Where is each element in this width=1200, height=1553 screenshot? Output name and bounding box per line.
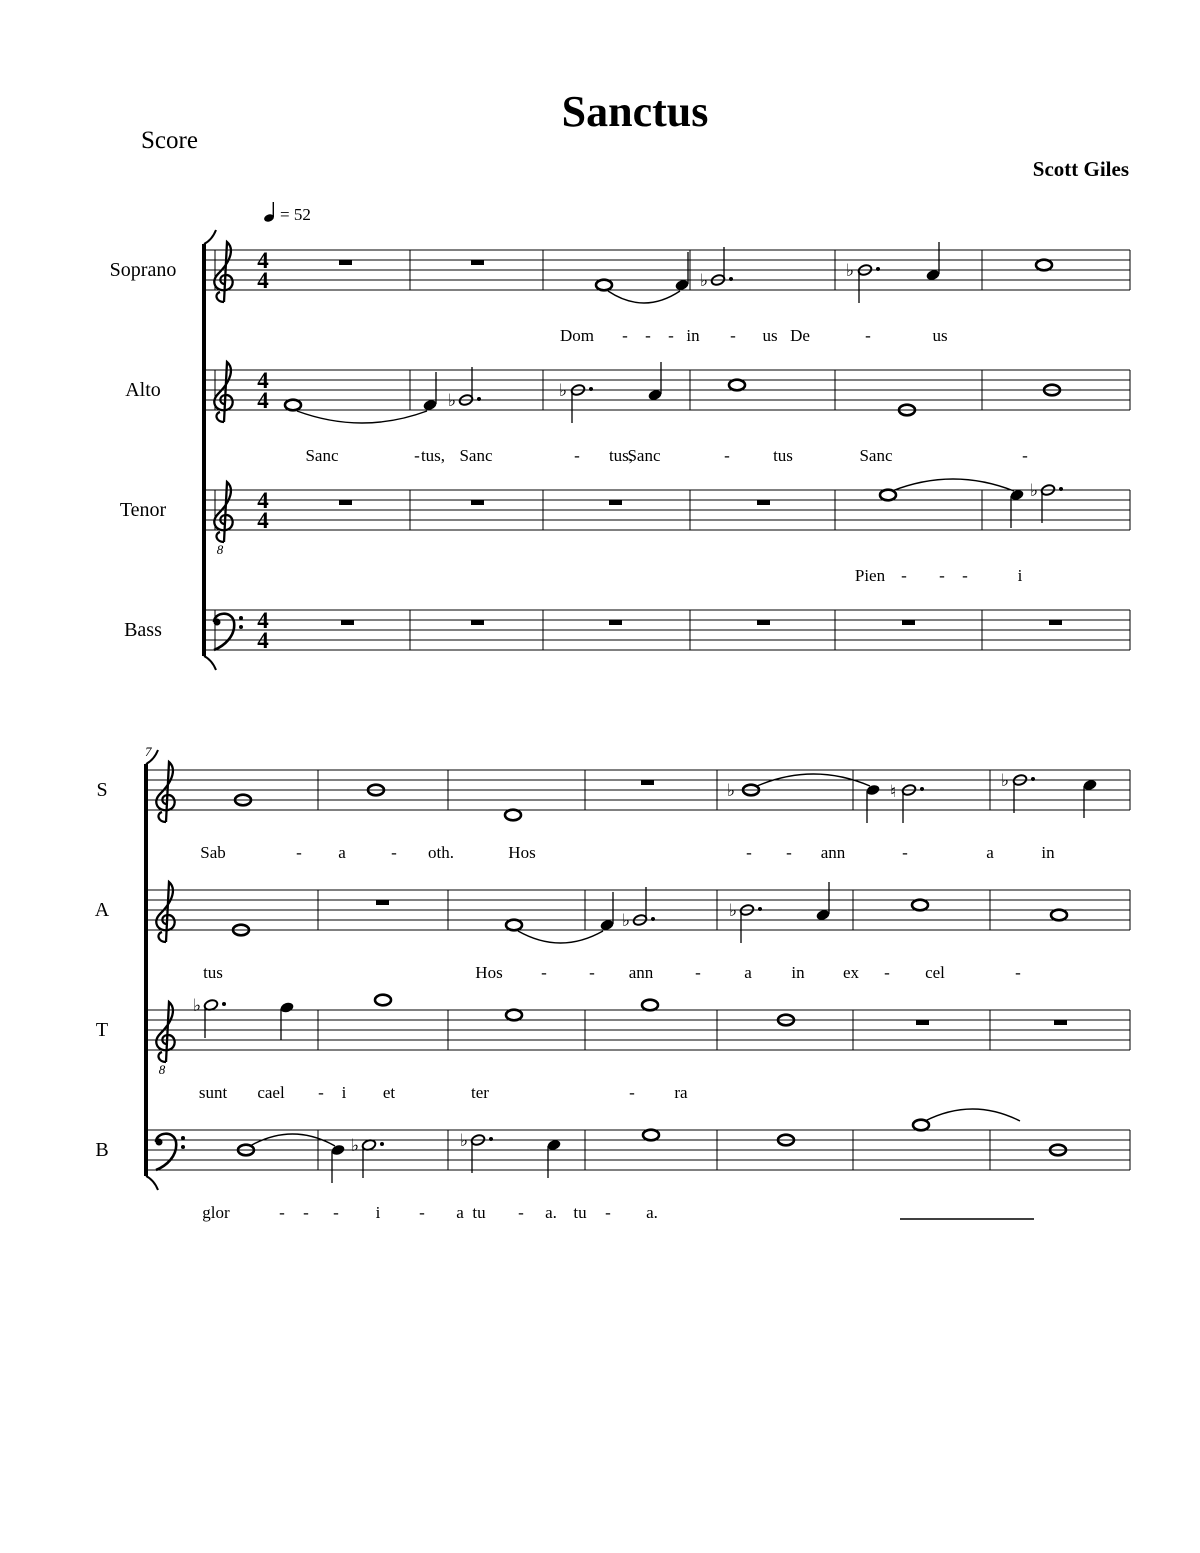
whole-rest [757, 500, 770, 505]
half-note [632, 887, 655, 926]
dot [222, 1002, 226, 1006]
time-signature-top: 4 [257, 608, 269, 633]
whole-rest [341, 620, 354, 625]
time-signature-top: 4 [257, 368, 269, 393]
dot [729, 277, 733, 281]
whole-note [375, 995, 391, 1006]
time-signature-bottom: 4 [257, 508, 269, 533]
lyric-hyphen: - [574, 446, 580, 465]
whole-note [880, 490, 896, 501]
whole-note [505, 810, 521, 821]
whole-note [1051, 910, 1067, 921]
treble-clef [214, 362, 232, 422]
flat-sign: ♭ [558, 381, 568, 400]
natural-sign: ♮ [889, 782, 897, 801]
whole-rest [376, 900, 389, 905]
time-signature-bottom: 4 [257, 268, 269, 293]
bass-clef-dot [156, 1139, 163, 1146]
octave-eight-mark: 8 [216, 542, 224, 557]
whole-rest [471, 620, 484, 625]
quarter-note [865, 784, 880, 823]
lyric-syllable: ter [471, 1083, 489, 1102]
bass-clef-dot [181, 1136, 185, 1140]
lyric-hyphen: - [902, 843, 908, 862]
tie [297, 411, 427, 423]
lyric-hyphen: - [629, 1083, 635, 1102]
half-note [470, 1134, 493, 1173]
whole-rest [902, 620, 915, 625]
lyric-syllable: ex [842, 963, 860, 982]
half-note [710, 247, 733, 286]
bass-clef [214, 614, 244, 650]
time-signature-top: 4 [257, 488, 269, 513]
lyric-syllable: Sanc [305, 446, 339, 465]
bracket-hook [146, 1176, 158, 1190]
lyric-syllable: us [932, 326, 948, 345]
lyric-syllable: sunt [198, 1083, 228, 1102]
lyric-syllable: tu [472, 1203, 486, 1222]
time-signature-top: 4 [257, 248, 269, 273]
part-name-label: Alto [125, 379, 161, 401]
dot [1059, 487, 1063, 491]
lyric-syllable: in [791, 963, 805, 982]
half-note [361, 1139, 384, 1178]
quarter-note [279, 1001, 294, 1040]
lyric-syllable: a [744, 963, 752, 982]
bass-clef-dot [181, 1145, 185, 1149]
tie [518, 931, 603, 943]
dot [876, 267, 880, 271]
whole-rest [471, 260, 484, 265]
treble-clef-icon [156, 882, 174, 942]
half-note [739, 904, 762, 943]
lyric-hyphen: - [333, 1203, 339, 1222]
lyric-syllable: et [382, 1083, 396, 1102]
lyric-syllable: a [986, 843, 994, 862]
treble-clef-icon [214, 482, 232, 542]
lyric-syllable: i [341, 1083, 347, 1102]
quarter-note [1009, 489, 1024, 528]
lyric-hyphen: - [1022, 446, 1028, 465]
half-note [203, 999, 226, 1038]
bass-clef-dot [239, 616, 243, 620]
dot [489, 1137, 493, 1141]
whole-rest [471, 500, 484, 505]
quarter-note [546, 1139, 561, 1178]
lyric-syllable: ann [628, 963, 654, 982]
time-signature-bottom: 4 [257, 388, 269, 413]
dot [477, 397, 481, 401]
whole-note [506, 920, 522, 931]
flat-sign: ♭ [192, 996, 202, 1015]
whole-rest [339, 500, 352, 505]
lyric-syllable: tus, [420, 446, 446, 465]
lyric-syllable: i [1017, 566, 1023, 585]
lyric-hyphen: - [414, 446, 420, 465]
lyric-hyphen: - [962, 566, 968, 585]
composer-name: Scott Giles [1032, 157, 1129, 181]
half-note [458, 367, 481, 406]
lyric-hyphen: - [645, 326, 651, 345]
whole-note [913, 1120, 929, 1131]
lyric-syllable: a [456, 1203, 464, 1222]
lyric-hyphen: - [695, 963, 701, 982]
lyric-hyphen: - [724, 446, 730, 465]
half-note [1012, 774, 1035, 813]
lyric-syllable: Sab [200, 843, 226, 862]
whole-note [729, 380, 745, 391]
lyric-hyphen: - [318, 1083, 324, 1102]
lyric-syllable: in [1041, 843, 1055, 862]
lyric-syllable: in [686, 326, 700, 345]
lyric-hyphen: - [605, 1203, 611, 1222]
treble-clef-icon [156, 762, 174, 822]
lyric-syllable: Sanc [627, 446, 661, 465]
whole-rest [339, 260, 352, 265]
whole-rest [1049, 620, 1062, 625]
whole-rest [609, 620, 622, 625]
time-signature-bottom: 4 [257, 628, 269, 653]
lyric-hyphen: - [589, 963, 595, 982]
half-note [901, 784, 924, 823]
lyric-syllable: a. [646, 1203, 658, 1222]
flat-sign: ♭ [447, 391, 457, 410]
lyric-hyphen: - [541, 963, 547, 982]
quarter-note [599, 892, 614, 931]
lyric-syllable: Hos [508, 843, 536, 862]
treble-clef [214, 242, 232, 302]
lyric-syllable: glor [202, 1203, 230, 1222]
flat-sign: ♭ [845, 261, 855, 280]
flat-sign: ♭ [1000, 771, 1010, 790]
part-name-label: B [95, 1139, 109, 1161]
tie [608, 291, 680, 303]
treble-clef [156, 762, 174, 822]
part-name-label: T [95, 1019, 109, 1041]
bass-clef-dot [214, 619, 221, 626]
score-title: Sanctus [561, 87, 709, 136]
lyric-hyphen: - [939, 566, 945, 585]
whole-rest [641, 780, 654, 785]
whole-note [1036, 260, 1052, 271]
bass-clef [156, 1134, 186, 1170]
part-name-label: Tenor [119, 499, 167, 521]
lyric-hyphen: - [279, 1203, 285, 1222]
lyric-hyphen: - [730, 326, 736, 345]
lyric-syllable: tus [773, 446, 793, 465]
tie [892, 479, 1014, 491]
flat-sign: ♭ [459, 1131, 469, 1150]
lyric-syllable: cael [257, 1083, 285, 1102]
treble-clef-icon [214, 362, 232, 422]
lyric-hyphen: - [901, 566, 907, 585]
part-name-label: Soprano [109, 259, 177, 281]
whole-note [912, 900, 928, 911]
lyric-hyphen: - [865, 326, 871, 345]
lyric-syllable: tus, [608, 446, 634, 465]
treble-clef-icon [156, 1002, 174, 1062]
lyric-syllable: tus [203, 963, 223, 982]
flat-sign: ♭ [350, 1136, 360, 1155]
whole-note [643, 1130, 659, 1141]
flat-sign: ♭ [1029, 481, 1039, 500]
lyric-syllable: a. [545, 1203, 557, 1222]
lyric-hyphen: - [786, 843, 792, 862]
lyric-hyphen: - [746, 843, 752, 862]
lyric-hyphen: - [296, 843, 302, 862]
whole-rest [1054, 1020, 1067, 1025]
lyric-syllable: tu [573, 1203, 587, 1222]
lyric-syllable: Hos [475, 963, 503, 982]
flat-sign: ♭ [699, 271, 709, 290]
dot [1031, 777, 1035, 781]
quarter-note [330, 1144, 345, 1183]
quarter-note [674, 252, 689, 291]
flat-sign: ♭ [621, 911, 631, 930]
lyric-syllable: Sanc [459, 446, 493, 465]
lyric-syllable: Pien [854, 566, 886, 585]
quarter-note [647, 362, 662, 401]
whole-note [506, 1010, 522, 1021]
bracket-hook [204, 656, 216, 670]
whole-note [642, 1000, 658, 1011]
tempo-value: = 52 [280, 205, 311, 224]
flat-sign: ♭ [728, 901, 738, 920]
lyric-hyphen: - [622, 326, 628, 345]
part-name-label: Bass [124, 619, 162, 641]
lyric-hyphen: - [884, 963, 890, 982]
whole-note [596, 280, 612, 291]
quarter-note [815, 882, 830, 921]
half-note [570, 384, 593, 423]
lyric-hyphen: - [391, 843, 397, 862]
dot [380, 1142, 384, 1146]
tie [925, 1109, 1020, 1121]
whole-rest [916, 1020, 929, 1025]
quarter-note [422, 372, 437, 411]
lyric-syllable: a [338, 843, 346, 862]
lyric-hyphen: - [1015, 963, 1021, 982]
score-subtitle: Score [141, 127, 198, 154]
lyric-syllable: De [790, 326, 810, 345]
lyric-hyphen: - [303, 1203, 309, 1222]
whole-rest [609, 500, 622, 505]
octave-eight-mark: 8 [158, 1062, 166, 1077]
treble-clef [156, 882, 174, 942]
bass-clef-dot [239, 625, 243, 629]
part-name-label: A [94, 899, 110, 921]
lyric-hyphen: - [419, 1203, 425, 1222]
part-name-label: S [96, 779, 108, 801]
lyric-syllable: Sanc [859, 446, 893, 465]
bracket-hook [204, 230, 216, 244]
lyric-hyphen: - [668, 326, 674, 345]
whole-note [285, 400, 301, 411]
lyric-syllable: ann [820, 843, 846, 862]
half-note [857, 264, 880, 303]
treble-clef-icon [214, 242, 232, 302]
quarter-note [925, 242, 940, 281]
lyric-syllable: us [762, 326, 778, 345]
flat-sign: ♭ [726, 781, 736, 800]
half-note [1040, 484, 1063, 523]
dot [651, 917, 655, 921]
lyric-syllable: oth. [428, 843, 454, 862]
dot [758, 907, 762, 911]
measure-number: 7 [145, 744, 152, 759]
whole-rest [757, 620, 770, 625]
lyric-syllable: ra [674, 1083, 688, 1102]
lyric-syllable: cel [925, 963, 945, 982]
quarter-note [1082, 779, 1097, 818]
lyric-syllable: i [375, 1203, 381, 1222]
lyric-syllable: Dom [560, 326, 594, 345]
lyric-hyphen: - [518, 1203, 524, 1222]
dot [589, 387, 593, 391]
dot [920, 787, 924, 791]
